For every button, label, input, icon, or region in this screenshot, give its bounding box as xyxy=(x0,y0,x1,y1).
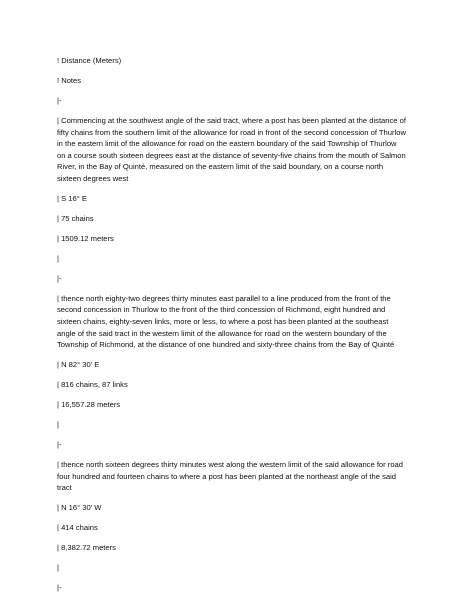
course-notes-cell: | xyxy=(57,563,59,573)
header-distance-meters: ! Distance (Meters) xyxy=(57,56,122,65)
course-bearing: | N 16° 30' W xyxy=(57,503,102,513)
course-length-meters: | 1509.12 meters xyxy=(57,233,114,243)
header-notes: ! Notes xyxy=(57,75,82,85)
course-length-chains: | 414 chains xyxy=(57,523,98,533)
course-length-chains: | 816 chains, 87 links xyxy=(57,380,128,390)
course-description: | Commencing at the southwest angle of the said tract, where a post has been planted at the distance of fifty chains from the southern limit of the allowance for road in front of the second concession of Thurlow in the eastern limit of the allowance for road on the eastern boundary of the said Township of Thurlow on a course south sixteen degrees east at the distance of seventy-five chains from the mouth of Salmon River, in the Bay of Quinté, measured on the eastern limit of the said boundary, on a course north sixteen degrees west xyxy=(57,115,406,183)
course-notes-cell: | xyxy=(57,420,59,430)
course-bearing: | S 16° E xyxy=(57,193,87,203)
course-length-chains: | 75 chains xyxy=(57,213,94,223)
course-notes-cell: | xyxy=(57,253,59,263)
row-separator: |- xyxy=(57,440,62,450)
row-separator: |- xyxy=(57,583,62,593)
course-bearing: | N 82° 30' E xyxy=(57,360,100,370)
course-description: | thence north eighty-two degrees thirty minutes east parallel to a line produced from the front of the second concession in Thurlow to the front of the third concession of Richmond, eight hundred and sixteen chains, eighty-seven links, more or less, to where a post has been planted at the southeast angle of the said tract in the western limit of the allowance for road on the western boundary of the Township of Richmond, at the distance of one hundred and sixty-three chains from the Bay of Quinté xyxy=(57,293,395,350)
document-content xyxy=(57,55,407,602)
course-description: | thence north sixteen degrees thirty minutes west along the western limit of the said allowance for road four hundred and fourteen chains to where a post has been planted at the northeast angle of the said tract xyxy=(57,460,403,493)
row-separator: |- xyxy=(57,273,62,283)
row-separator: |- xyxy=(57,95,62,105)
course-length-meters: | 16,557.28 meters xyxy=(57,400,121,410)
course-length-meters: | 8,382.72 meters xyxy=(57,543,116,553)
